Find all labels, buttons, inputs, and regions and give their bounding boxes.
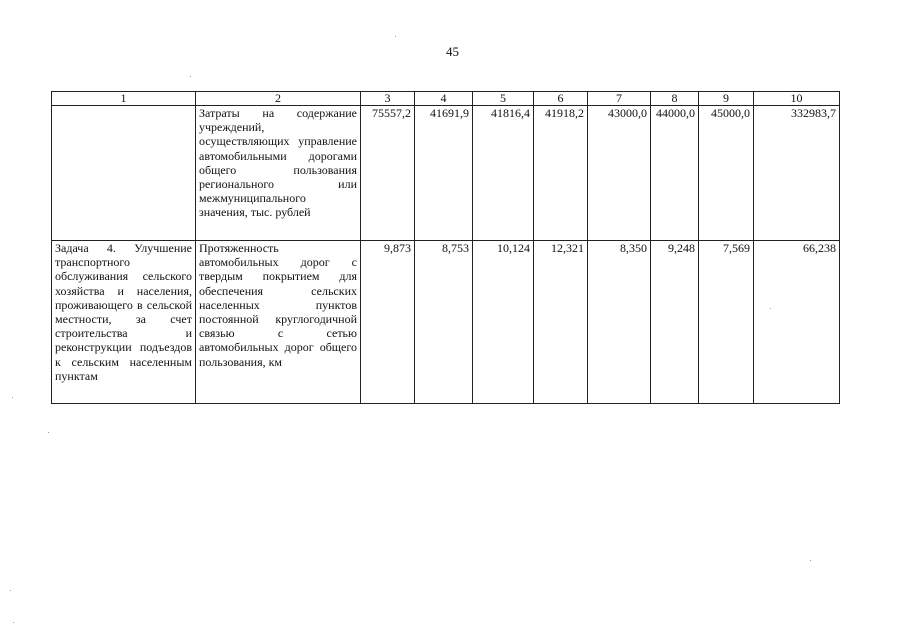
value-cell: 41816,4 [473, 106, 534, 241]
value-cell: 45000,0 [699, 106, 754, 241]
scan-speck [190, 76, 191, 77]
value-cell: 332983,7 [754, 106, 840, 241]
table-row [52, 241, 840, 404]
column-header: 10 [754, 92, 840, 106]
table-header-row [52, 92, 840, 106]
column-header: 8 [651, 92, 699, 106]
scan-speck [13, 622, 14, 623]
column-header: 1 [52, 92, 196, 106]
indicator-cell: Затраты на содержание учреждений, осуществляющих управление автомобильными дорогами общего пользования регионального или межмуниципального значения, тыс. рублей [196, 106, 361, 241]
value-cell: 41691,9 [415, 106, 473, 241]
value-cell: 66,238 [754, 241, 840, 404]
page-number: 45 [446, 44, 459, 59]
scan-speck [395, 36, 396, 37]
value-cell: 9,873 [361, 241, 415, 404]
column-header: 5 [473, 92, 534, 106]
scan-speck [10, 590, 11, 591]
data-table [51, 91, 840, 404]
column-header: 4 [415, 92, 473, 106]
column-header: 6 [534, 92, 588, 106]
indicator-cell: Протяженность автомобильных дорог с твердым покрытием для обеспечения сельских населенных пунктов постоянной круглогодичной связью с сетью автомобильных дорог общего пользования, км [196, 241, 361, 404]
scan-speck [770, 308, 771, 309]
task-cell [52, 106, 196, 241]
value-cell: 44000,0 [651, 106, 699, 241]
column-header: 9 [699, 92, 754, 106]
value-cell: 9,248 [651, 241, 699, 404]
value-cell: 7,569 [699, 241, 754, 404]
table-row [52, 106, 840, 241]
value-cell: 41918,2 [534, 106, 588, 241]
value-cell: 10,124 [473, 241, 534, 404]
value-cell: 43000,0 [588, 106, 651, 241]
value-cell: 75557,2 [361, 106, 415, 241]
value-cell: 8,350 [588, 241, 651, 404]
column-header: 3 [361, 92, 415, 106]
value-cell: 8,753 [415, 241, 473, 404]
scan-speck [810, 560, 811, 561]
column-header: 2 [196, 92, 361, 106]
task-cell: Задача 4. Улучшение транспортного обслуживания сельского хозяйства и населения, проживающего в сельской местности, за счет строительства и реконструкции подъездов к сельским населенным пунктам [52, 241, 196, 404]
column-header: 7 [588, 92, 651, 106]
scan-speck [12, 397, 13, 398]
scan-speck [48, 432, 49, 433]
value-cell: 12,321 [534, 241, 588, 404]
